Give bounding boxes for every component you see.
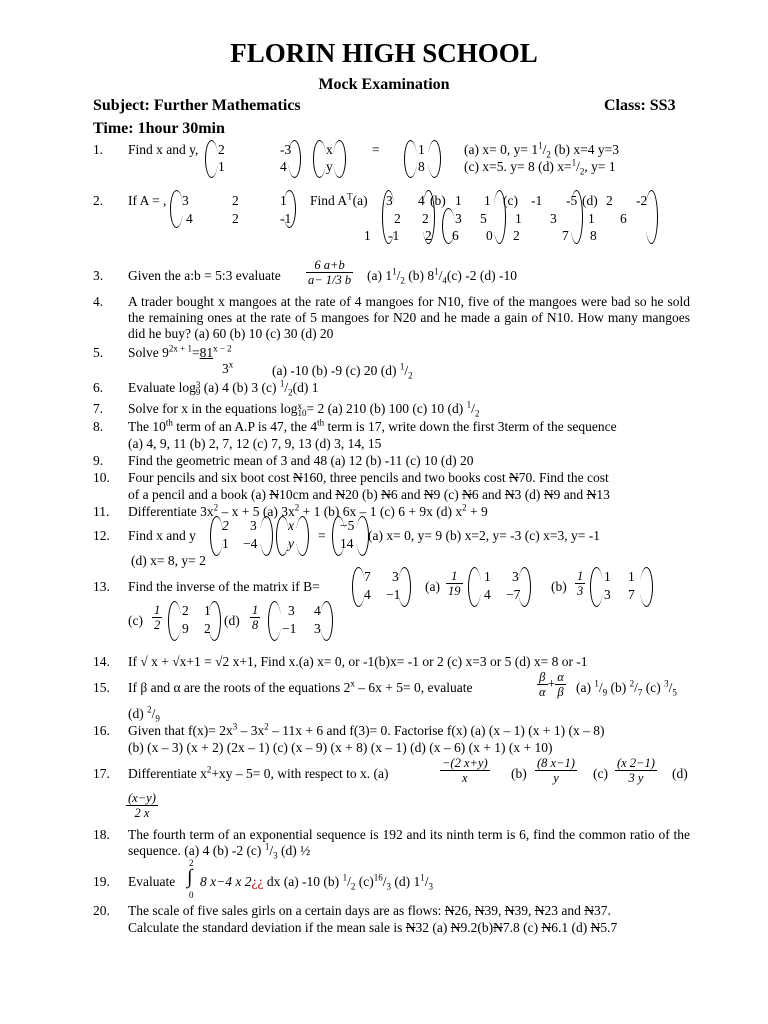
text-segment: 5. (93, 345, 104, 360)
text-segment: 3 (512, 569, 519, 584)
text-segment: −7 (506, 587, 521, 602)
text-segment: 5 (480, 211, 487, 226)
text-segment: Solve for x in the equations logx 10= 2 (a) 210 (b) 100 (c) 10 (d) $^1/_2$ (128, 399, 480, 419)
subject-label: Subject: Further Mathematics (93, 97, 301, 114)
text-segment: (d) (582, 193, 598, 208)
text-segment: 1 (515, 211, 522, 226)
text-segment: 3 (182, 193, 189, 208)
text-segment: 1 (628, 569, 635, 584)
text-segment: 3 (550, 211, 557, 226)
text-segment: 19. (93, 874, 110, 889)
matrix-bracket (590, 567, 603, 607)
text-segment: $\frac{(x-y)}{2 x}$ (128, 791, 156, 821)
matrix-bracket (398, 567, 411, 607)
text-segment: 2 (394, 211, 401, 226)
text-segment: 8 (590, 228, 597, 243)
text-segment: -1 (280, 211, 292, 226)
matrix-bracket (283, 190, 296, 228)
text-segment: 4 (484, 587, 491, 602)
text-segment: 1 (588, 211, 595, 226)
text-segment: 6 (452, 228, 459, 243)
matrix-bracket (208, 601, 221, 641)
text-segment: y (288, 536, 294, 551)
text-segment: 2 (222, 518, 229, 533)
text-segment: x (288, 518, 294, 533)
exam-title: Mock Examination (318, 76, 450, 93)
text-segment: 4 (280, 159, 287, 174)
question-text: Find x and y, (128, 142, 199, 157)
text-segment: -5 (566, 193, 578, 208)
text-segment: (a) $1^1/_2$ (b) $8^1/_4(c)$ -2 (d) -10 (367, 266, 517, 286)
text-segment: −5 (340, 518, 355, 533)
text-segment: 3 (604, 587, 611, 602)
text-segment: 3 (250, 518, 257, 533)
text-segment: 16. (93, 723, 110, 738)
text-segment: 14 (340, 536, 354, 551)
text-segment: 3 (392, 569, 399, 584)
text-segment: 1 (364, 228, 371, 243)
matrix-bracket (320, 601, 333, 641)
options: (c) x=5. y= 8 (d) $x=^1/_2$, y= 1 (464, 157, 616, 177)
text-segment: $\frac{\beta}{\alpha}$ + $\frac{\alpha}{\beta}$ (539, 670, 564, 700)
text-segment: 12. (93, 528, 110, 543)
text-segment: Find x and y (128, 528, 196, 543)
text-segment: = (372, 142, 380, 157)
text-segment: −1 (282, 621, 297, 636)
question-number: 1. (93, 142, 104, 157)
text-segment: (d) (224, 613, 240, 628)
text-segment: 1 (218, 159, 225, 174)
text-segment: The 10th term of an A.P is 47, the 4th term is 17, write down the first 3term of the sequence (128, 417, 617, 434)
text-segment: Evaluate log3 9 (a) 4 (b) 3 (c) $^1/_2(d)$ 1 (128, 378, 319, 398)
text-segment: 1 (484, 193, 491, 208)
matrix-bracket (313, 140, 326, 178)
text-segment: (a) $^1/_9$ (b) $^2/_7$ (c) $^3/_5$ (576, 678, 677, 698)
text-segment: (b) (511, 766, 527, 781)
text-segment: (b) (x – 3) (x + 2) (2x – 1) (c) (x – 9) (x + 8) (x – 1) (d) (x – 6) (x + 1) (x + 10) (128, 740, 553, 755)
text-segment: 4 (364, 587, 371, 602)
text-segment: (a) -10 (b) -9 (c) 20 (d) $^1/_2$ (272, 361, 413, 381)
text-segment: -2 (636, 193, 648, 208)
text-segment: = (318, 528, 326, 543)
text-segment: $\frac{(8 x-1)}{y}$ (537, 756, 575, 786)
text-segment: 7 (364, 569, 371, 584)
text-segment: 3 (386, 193, 393, 208)
matrix-bracket (640, 567, 653, 607)
text-segment: 4 (418, 193, 425, 208)
text-segment: 3 (314, 621, 321, 636)
text-segment: 1 (418, 142, 425, 157)
text-segment: 8 x−4 x 2¿¿ dx (a) -10 (b) $^1/_2$ $(c)^{16}/_3$ (d) $1^1/_3$ (200, 872, 433, 892)
text-segment: Solve $9^{2x + 1}=81^{x - 2}$ (128, 343, 232, 360)
integral-sign: ∫ (187, 866, 193, 888)
text-segment: 2 (232, 211, 239, 226)
text-segment: A trader bought x mangoes at the rate of 4 mangoes for N10, five of the mangoes were bad so he sold the remaining ones at the rate of 5 mangoes for N20 and he made a gain of N10. How many mangoes did he buy? (a) 60 (b) 10 (c) 30 (d) 20 (128, 294, 690, 342)
text-segment: 1 (204, 603, 211, 618)
text-segment: $\frac{1}{2}$ (154, 603, 161, 633)
text-segment: 7 (628, 587, 635, 602)
text-segment: If β and α are the roots of the equations 2$^x$ – 6x + 5= 0, evaluate (128, 678, 473, 695)
text-segment: 6. (93, 380, 104, 395)
text-segment: Find the inverse of the matrix if B= (128, 579, 320, 594)
school-title: FLORIN HIGH SCHOOL (230, 38, 538, 68)
text-segment: of a pencil and a book (a) N10cm and N20 (b) N6 and N9 (c) N6 and N3 (d) N9 and N13 (128, 487, 610, 502)
text-segment: 1 (455, 193, 462, 208)
matrix-bracket (205, 140, 218, 178)
text-segment: (b) (430, 193, 446, 208)
text-segment: 1 (604, 569, 611, 584)
text-segment: 2 (204, 621, 211, 636)
matrix-bracket (268, 601, 281, 641)
text-segment: 2 (422, 211, 429, 226)
text-segment: 3$^x$ (222, 359, 234, 376)
text-segment: $\frac{6 a+b}{a- 1/3 b}$ (308, 258, 352, 288)
text-segment: (b) (551, 579, 567, 594)
text-segment: If √ x + √x+1 = √2 x+1, Find x.(a) x= 0, or -1(b)x= -1 or 2 (c) x=3 or 5 (d) x= 8 or -1 (128, 654, 588, 669)
class-label: Class: SS3 (604, 97, 676, 114)
text-segment: 3. (93, 268, 104, 283)
text-segment: $\frac{1}{19}$ (448, 569, 461, 599)
text-segment: 2 (232, 193, 239, 208)
text-segment: 1 (222, 536, 229, 551)
text-segment: Differentiate $x^2+xy - 5= 0$, with respect to x. (a) (128, 764, 389, 781)
text-segment: 10. (93, 470, 110, 485)
matrix-bracket (428, 140, 441, 178)
text-segment: −4 (243, 536, 258, 551)
text-segment: Given that $f(x)= 2x^3 - 3x^2 - 11x + 6$ and f(3)= 0. Factorise f(x) (a) (x – 1) (x + 1) (x – 8) (128, 721, 605, 738)
text-segment: (a) 4, 9, 11 (b) 2, 7, 12 (c) 7, 9, 13 (d) 3, 14, 15 (128, 436, 382, 451)
text-segment: -1 (388, 228, 400, 243)
text-segment: 9 (182, 621, 189, 636)
text-segment: (c) (128, 613, 143, 628)
text-segment: Differentiate $3x^2 - x + 5$ (a) $3x^2 + 1$ (b) 6x – 1 (c) 6 + 9x (d) $x^2 + 9$ (128, 502, 488, 519)
text-segment: 0 (486, 228, 493, 243)
text-segment: 3 (288, 603, 295, 618)
matrix-bracket (288, 140, 301, 178)
matrix-bracket (260, 516, 273, 556)
matrix-bracket (296, 516, 309, 556)
time-label: Time: 1hour 30min (93, 120, 225, 137)
text-segment: 4. (93, 294, 104, 309)
text-segment: Four pencils and six boot cost N160, three pencils and two books cost N70. Find the cost (128, 470, 609, 485)
text-segment: $\frac{-(2 x+y)}{x}$ (442, 756, 488, 786)
text-segment: 7. (93, 401, 104, 416)
text-segment: 8. (93, 419, 104, 434)
text-segment: 2 (182, 603, 189, 618)
matrix-bracket (518, 567, 531, 607)
text-segment: 20. (93, 903, 110, 918)
text-segment: 9. (93, 453, 104, 468)
text-segment: 13. (93, 579, 110, 594)
text-segment: 3 (455, 211, 462, 226)
text-segment: 2 (189, 858, 194, 868)
text-segment: If A = , (128, 193, 167, 208)
text-segment: Find $A^T(a)$ (310, 191, 368, 208)
text-segment: $\frac{1}{3}$ (577, 569, 584, 599)
text-segment: 15. (93, 680, 110, 695)
text-segment: 0 (189, 890, 194, 900)
text-segment: 8 (418, 159, 425, 174)
text-segment: 14. (93, 654, 110, 669)
text-segment: 4 (314, 603, 321, 618)
text-segment: Evaluate (128, 874, 176, 889)
text-segment: Calculate the standard deviation if the mean sale is N32 (a) N9.2(b)N7.8 (c) N6.1 (d) N5.7 (128, 920, 618, 935)
text-segment: x (326, 142, 333, 157)
text-segment: -3 (280, 142, 292, 157)
text-segment: 2 (218, 142, 225, 157)
text-segment: y (326, 159, 333, 174)
matrix-bracket (168, 601, 181, 641)
text-segment: 7 (562, 228, 569, 243)
text-segment: The scale of five sales girls on a certain days are as flows: N26, N39, N39, N23 and N37. (128, 903, 611, 918)
text-segment: (c) (503, 193, 518, 208)
text-segment: 11. (93, 504, 110, 519)
text-segment: (c) (593, 766, 608, 781)
text-segment: Given the a:b = 5:3 evaluate (128, 268, 281, 283)
text-segment: Find the geometric mean of 3 and 48 (a) 12 (b) -11 (c) 10 (d) 20 (128, 453, 474, 468)
text-segment: 2 (606, 193, 613, 208)
text-segment: 2 (425, 228, 432, 243)
matrix-bracket (468, 567, 481, 607)
text-segment: −1 (386, 587, 401, 602)
text-segment: 4 (186, 211, 193, 226)
text-segment: $\frac{(x 2-1)}{3 y}$ (617, 756, 655, 786)
matrix-bracket (645, 190, 658, 244)
options: (a) x= 0, $y= 1^1/_2$ (b) x=4 y=3 (464, 140, 619, 160)
text-segment: (a) (425, 579, 440, 594)
text-segment: 18. (93, 827, 110, 842)
text-segment: (d) (672, 766, 688, 781)
matrix-bracket (333, 140, 346, 178)
text-segment: (d) $^2/_9$ (128, 704, 160, 724)
text-segment: $\frac{1}{8}$ (252, 603, 259, 633)
text-segment: (a) x= 0, y= 9 (b) x=2, y= -3 (c) x=3, y= -1 (368, 528, 601, 543)
matrix-bracket (404, 140, 417, 178)
text-segment: 2 (513, 228, 520, 243)
text-segment: (d) x= 8, y= 2 (131, 553, 206, 568)
text-segment: 2. (93, 193, 104, 208)
text-segment: 17. (93, 766, 110, 781)
text-segment: The fourth term of an exponential sequence is 192 and its ninth term is 6, find the common ratio of the sequence. (a) 4 (b) -2 (c) $^1/_3$ (d) ½ (128, 827, 690, 861)
text-segment: 1 (484, 569, 491, 584)
text-segment: -1 (531, 193, 543, 208)
text-segment: 1 (280, 193, 287, 208)
text-segment: 6 (620, 211, 627, 226)
